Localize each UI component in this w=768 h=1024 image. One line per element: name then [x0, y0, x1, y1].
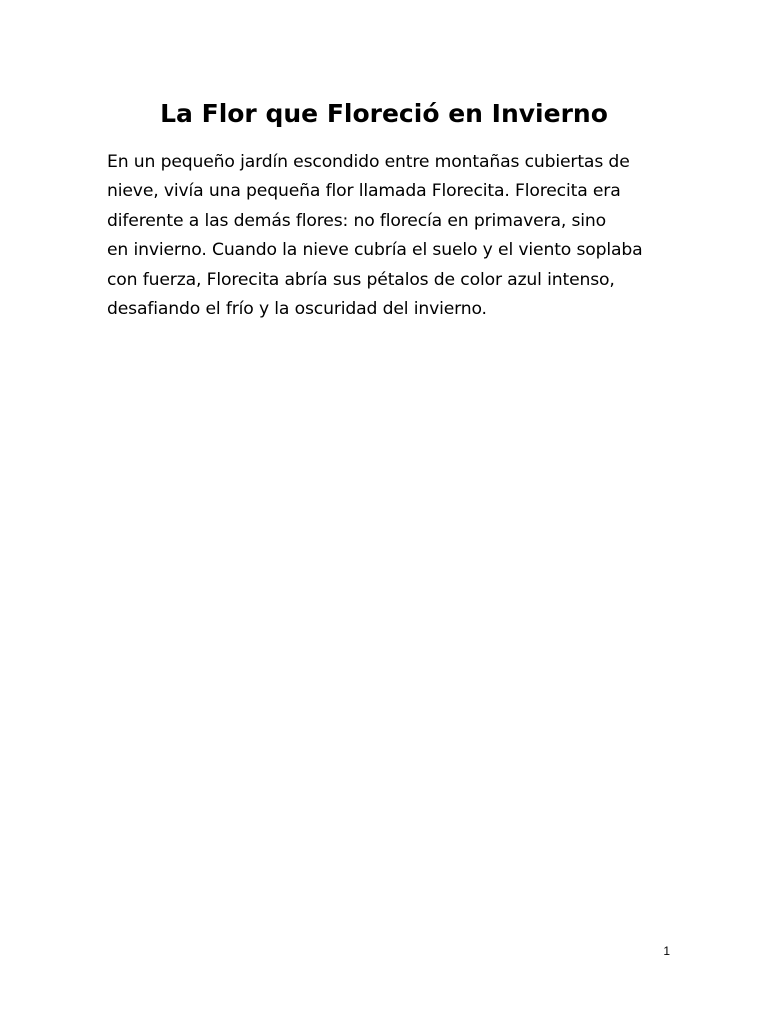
document-title: La Flor que Floreció en Invierno: [160, 99, 608, 128]
page-number: 1: [663, 944, 670, 958]
paragraph-line: nieve, vivía una pequeña flor llamada Florecita. Florecita era: [107, 181, 621, 202]
paragraph-line: diferente a las demás flores: no florecía en primavera, sino: [107, 210, 607, 231]
paragraph-line: En un pequeño jardín escondido entre montañas cubiertas de: [107, 152, 630, 172]
paragraph-line: en invierno. Cuando la nieve cubría el suelo y el viento soplaba: [107, 240, 643, 261]
paragraph-line: con fuerza, Florecita abría sus pétalos de color azul intenso,: [107, 269, 615, 290]
paragraph-line: desafiando el frío y la oscuridad del invierno.: [107, 299, 487, 320]
story-paragraph: [107, 148, 669, 324]
